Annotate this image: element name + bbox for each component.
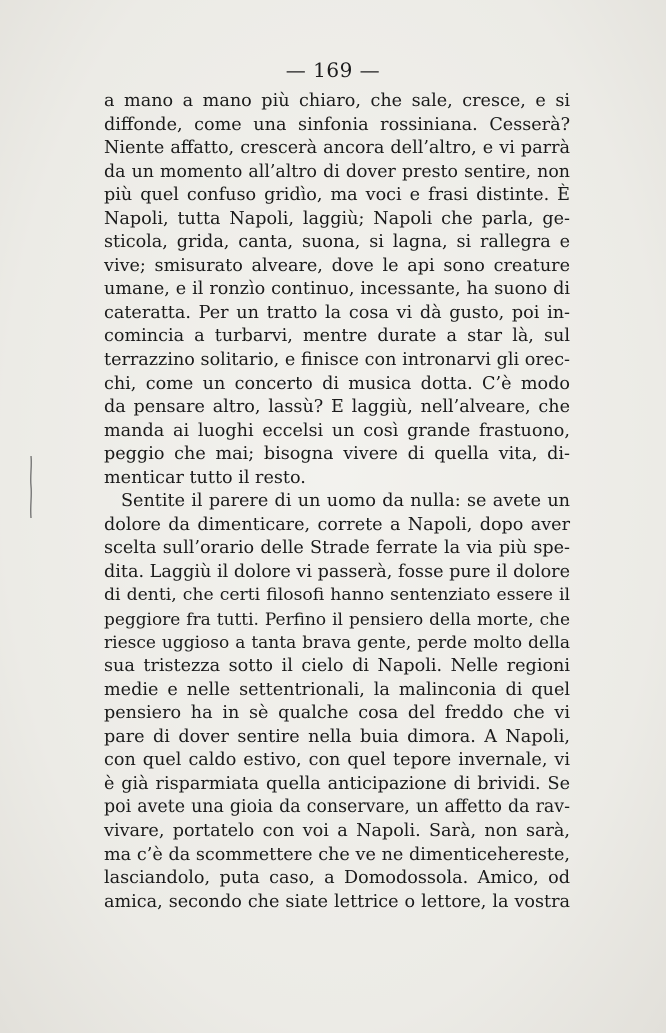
text-line: ma c’è da scommettere che ve ne dimenticehereste,	[104, 844, 570, 865]
text-line: peggio che mai; bisogna vivere di quella vita, di-	[104, 444, 570, 465]
text-line: medie e nelle settentrionali, la malinconia di quel	[104, 679, 570, 700]
text-line: diffonde, come una sinfonia rossiniana. Cesserà?	[104, 114, 570, 135]
text-line: più quel confuso gridìo, ma voci e frasi distinte. È	[104, 185, 570, 206]
text-line: amica, secondo che siate lettrice o lettore, la vostra	[104, 891, 570, 912]
body-text	[104, 90, 570, 914]
text-line: lasciandolo, puta caso, a Domodossola. Amico, od	[104, 868, 570, 889]
text-line: chi, come un concerto di musica dotta. C’è modo	[104, 373, 570, 394]
text-line: da pensare altro, lassù? E laggiù, nell’alveare, che	[104, 397, 570, 418]
text-line: a mano a mano più chiaro, che sale, cresce, e si	[104, 91, 570, 111]
text-line: è già risparmiata quella anticipazione di brividi. Se	[104, 773, 570, 794]
text-line: sticola, grida, canta, suona, si lagna, si rallegra e	[104, 232, 570, 253]
text-line: cateratta. Per un tratto la cosa vi dà gusto, poi in-	[104, 302, 570, 323]
text-line: da un momento all’altro di dover presto sentire, non	[104, 161, 570, 182]
paragraph-first-line: Sentite il parere di un uomo da nulla: se avete un	[121, 491, 570, 512]
text-line: di denti, che certi filosofi hanno sentenziato essere il	[104, 585, 570, 606]
text-line: terrazzino solitario, e finisce con intronarvi gli orec-	[104, 350, 570, 371]
text-line: riesce uggioso a tanta brava gente, perde molto della	[104, 632, 570, 653]
text-line: Napoli, tutta Napoli, laggiù; Napoli che parla, ge-	[104, 208, 570, 229]
text-line: pare di dover sentire nella buia dimora. A Napoli,	[104, 726, 570, 747]
page-number: — 169 —	[285, 58, 381, 82]
text-line: con quel caldo estivo, con quel tepore invernale, vi	[104, 750, 570, 771]
text-line: Niente affatto, crescerà ancora dell’altro, e vi parrà	[104, 138, 570, 159]
text-line: pensiero ha in sè qualche cosa del freddo che vi	[104, 703, 570, 724]
paragraph-last-line: menticar tutto il resto.	[104, 467, 306, 488]
text-line: scelta sull’orario delle Strade ferrate la via più spe-	[104, 538, 570, 559]
text-line: vive; smisurato alveare, dove le api sono creature	[104, 255, 570, 276]
margin-ink-mark	[28, 456, 34, 518]
text-line: umane, e il ronzìo continuo, incessante, ha suono di	[104, 279, 570, 300]
text-line: sua tristezza sotto il cielo di Napoli. Nelle regioni	[104, 656, 570, 677]
text-line: peggiore fra tutti. Perfino il pensiero della morte, che	[104, 609, 570, 630]
text-line: vivare, portatelo con voi a Napoli. Sarà, non sarà,	[104, 820, 570, 841]
text-line: dolore da dimenticare, correte a Napoli, dopo aver	[104, 514, 570, 535]
text-line: comincia a turbarvi, mentre durate a star là, sul	[104, 326, 570, 347]
text-line: dita. Laggiù il dolore vi passerà, fosse pure il dolore	[104, 561, 570, 582]
text-line: manda ai luoghi eccelsi un così grande frastuono,	[104, 420, 570, 441]
text-line: poi avete una gioia da conservare, un affetto da rav-	[104, 797, 570, 818]
